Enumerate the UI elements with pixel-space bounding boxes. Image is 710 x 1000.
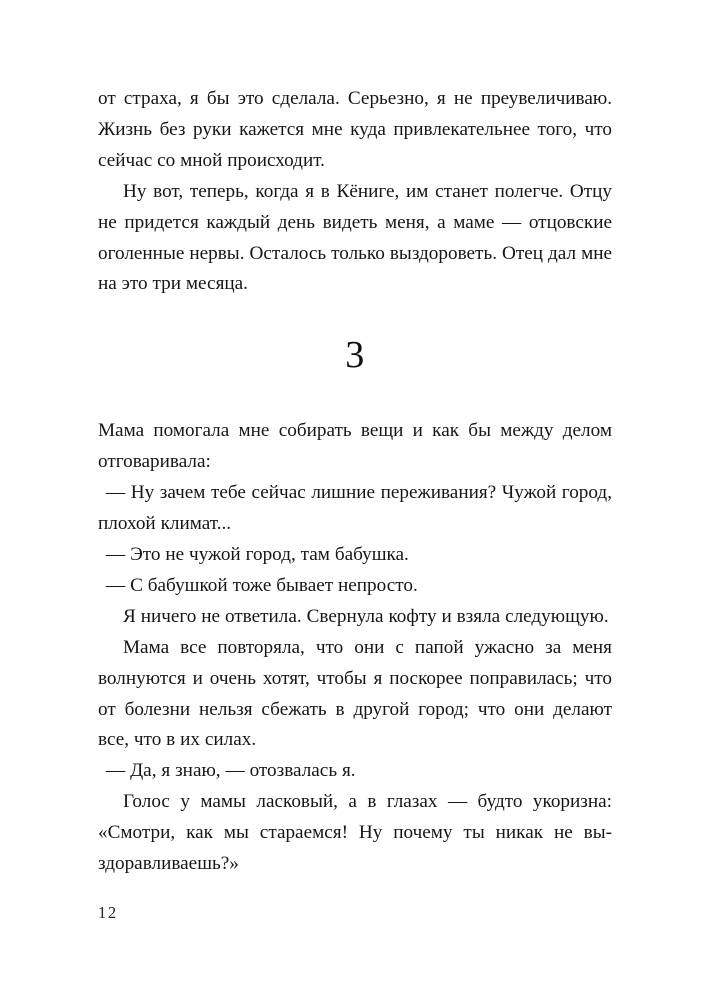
- dialogue-line: — Да, я знаю, — отозвалась я.: [106, 760, 356, 782]
- spacer-above-chapter-heading: [98, 300, 612, 336]
- body-paragraph: Ну вот, теперь, когда я в Кёниге, им станет полегче. Отцу не придется каждый день видеть меня, а маме — отцовские оголенные нервы. Осталось только выздороветь. Отец дал мне на это три месяца.: [98, 180, 612, 295]
- body-paragraph: Голос у мамы ласковый, а в глазах — будто укоризна: «Смотри, как мы стараемся! Ну почему ты никак не выздоравливаешь?»: [98, 791, 612, 875]
- body-paragraph-continuation: от страха, я бы это сделала. Серьезно, я не преувеличиваю. Жизнь без руки кажется мне куда привлекательнее того, что сейчас со мной происходит.: [98, 88, 612, 171]
- dialogue-line: — Это не чужой город, там бабушка.: [106, 543, 409, 565]
- body-paragraph: Мама помогала мне собирать вещи и как бы между делом отговаривала:: [98, 420, 612, 473]
- page-number: 12: [98, 903, 118, 922]
- dialogue-line: — С бабушкой тоже бывает непросто.: [106, 574, 418, 596]
- body-paragraph: Мама все повторяла, что они с папой ужасно за меня волнуются и очень хотят, чтобы я поскорее поправилась; что от болезни нельзя сбежать в другой город; что они делают все, что в их силах.: [98, 636, 612, 751]
- chapter-number-heading: 3: [345, 334, 365, 377]
- spacer-below-chapter-heading: [98, 374, 612, 416]
- page-text-block: [98, 84, 612, 880]
- dialogue-line: — Ну зачем тебе сейчас лишние переживания? Чужой город, плохой климат...: [98, 482, 612, 535]
- body-paragraph: Я ничего не ответила. Свернула кофту и взяла следующую.: [123, 605, 609, 627]
